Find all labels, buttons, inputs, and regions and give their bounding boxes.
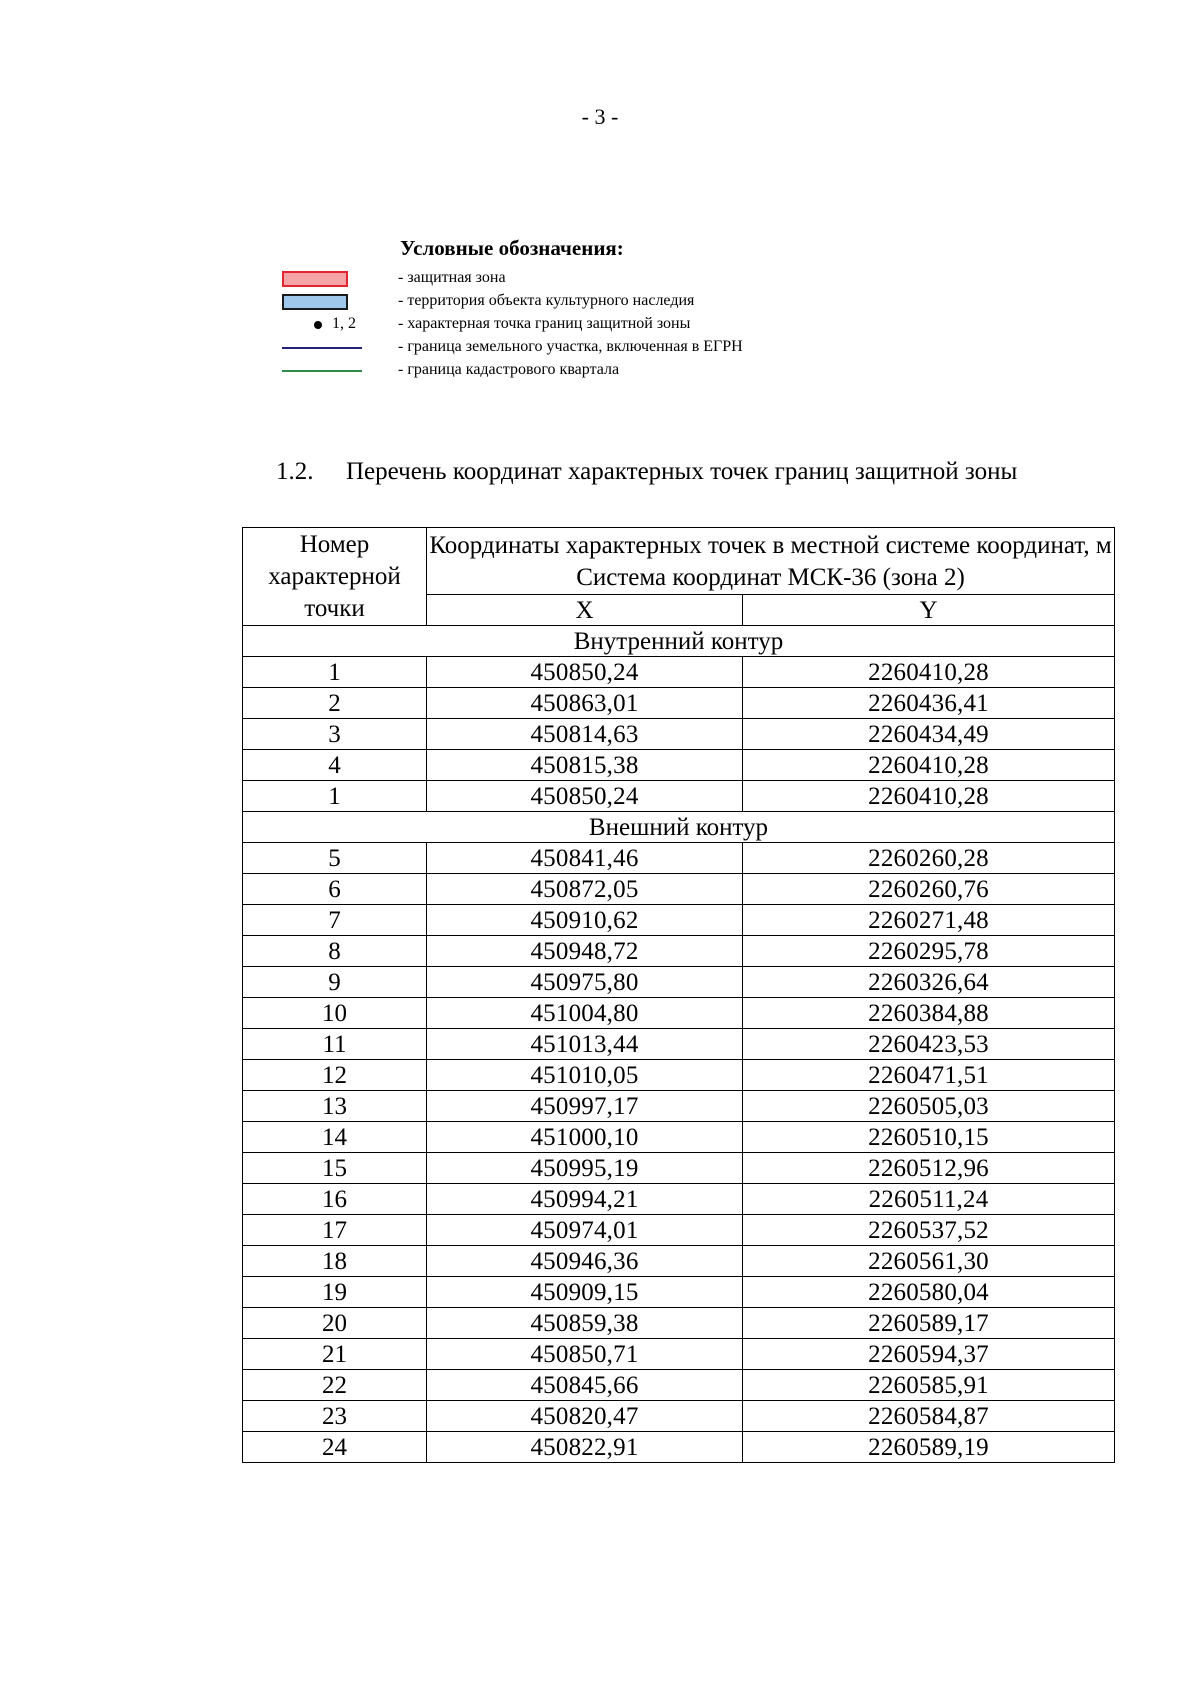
coordinates-table — [242, 527, 1115, 1463]
legend-item-label: - защитная зона — [398, 269, 506, 286]
navy-line-icon — [278, 337, 368, 359]
point-number-cell: 7 — [243, 905, 427, 936]
y-coordinate-cell: 2260537,52 — [743, 1215, 1115, 1246]
x-coordinate-cell: 450910,62 — [427, 905, 743, 936]
section-number: 1.2. — [276, 458, 314, 485]
contour-group-label: Внешний контур — [243, 812, 1115, 843]
x-coordinate-cell: 450995,19 — [427, 1153, 743, 1184]
red-zone-swatch-icon — [278, 268, 368, 290]
header-coordinates-title: Координаты характерных точек в местной системе координат, м — [429, 532, 1112, 559]
legend-item-protective-zone — [278, 268, 898, 290]
y-coordinate-cell: 2260384,88 — [743, 998, 1115, 1029]
point-number-cell: 15 — [243, 1153, 427, 1184]
x-coordinate-cell: 451000,10 — [427, 1122, 743, 1153]
table-row — [243, 905, 1115, 936]
point-number-cell: 8 — [243, 936, 427, 967]
header-point-number: Номер характерной точки — [243, 528, 427, 626]
x-coordinate-cell: 450822,91 — [427, 1432, 743, 1463]
table-row — [243, 1246, 1115, 1277]
legend-title: Условные обозначения: — [400, 236, 624, 260]
x-coordinate-cell: 450859,38 — [427, 1308, 743, 1339]
table-row — [243, 781, 1115, 812]
header-coordinate-system: Система координат МСК-36 (зона 2) — [576, 564, 965, 591]
x-coordinate-cell: 450850,24 — [427, 657, 743, 688]
y-coordinate-cell: 2260434,49 — [743, 719, 1115, 750]
y-coordinate-cell: 2260585,91 — [743, 1370, 1115, 1401]
point-number-cell: 16 — [243, 1184, 427, 1215]
point-number-cell: 23 — [243, 1401, 427, 1432]
table-row — [243, 688, 1115, 719]
y-coordinate-cell: 2260295,78 — [743, 936, 1115, 967]
point-marker-icon — [278, 314, 368, 336]
x-coordinate-cell: 450845,66 — [427, 1370, 743, 1401]
table-row — [243, 1401, 1115, 1432]
table-group-row — [243, 812, 1115, 843]
table-row — [243, 1091, 1115, 1122]
y-coordinate-cell: 2260589,17 — [743, 1308, 1115, 1339]
x-coordinate-cell: 450975,80 — [427, 967, 743, 998]
x-coordinate-cell: 450948,72 — [427, 936, 743, 967]
x-coordinate-cell: 450974,01 — [427, 1215, 743, 1246]
x-coordinate-cell: 450850,24 — [427, 781, 743, 812]
point-number-cell: 9 — [243, 967, 427, 998]
table-row — [243, 1184, 1115, 1215]
point-number-cell: 4 — [243, 750, 427, 781]
y-coordinate-cell: 2260260,28 — [743, 843, 1115, 874]
x-coordinate-cell: 450850,71 — [427, 1339, 743, 1370]
x-coordinate-cell: 450997,17 — [427, 1091, 743, 1122]
x-coordinate-cell: 450863,01 — [427, 688, 743, 719]
x-coordinate-cell: 450909,15 — [427, 1277, 743, 1308]
y-coordinate-cell: 2260589,19 — [743, 1432, 1115, 1463]
table-row — [243, 657, 1115, 688]
point-marker-label: 1, 2 — [332, 315, 356, 332]
contour-group-label: Внутренний контур — [243, 626, 1115, 657]
table-row — [243, 1308, 1115, 1339]
x-coordinate-cell: 450946,36 — [427, 1246, 743, 1277]
point-number-cell: 5 — [243, 843, 427, 874]
table-row — [243, 719, 1115, 750]
blue-territory-swatch-icon — [278, 291, 368, 313]
legend-item-cadastral-boundary — [278, 360, 898, 382]
section-heading — [276, 458, 1017, 486]
y-coordinate-cell: 2260580,04 — [743, 1277, 1115, 1308]
x-coordinate-cell: 451010,05 — [427, 1060, 743, 1091]
table-row — [243, 750, 1115, 781]
point-number-cell: 19 — [243, 1277, 427, 1308]
y-coordinate-cell: 2260271,48 — [743, 905, 1115, 936]
point-number-cell: 24 — [243, 1432, 427, 1463]
y-coordinate-cell: 2260260,76 — [743, 874, 1115, 905]
y-coordinate-cell: 2260512,96 — [743, 1153, 1115, 1184]
x-coordinate-cell: 450815,38 — [427, 750, 743, 781]
y-coordinate-cell: 2260326,64 — [743, 967, 1115, 998]
y-coordinate-cell: 2260505,03 — [743, 1091, 1115, 1122]
header-y: Y — [743, 595, 1115, 626]
table-row — [243, 967, 1115, 998]
page-number: - 3 - — [581, 104, 619, 129]
table-row — [243, 1060, 1115, 1091]
y-coordinate-cell: 2260410,28 — [743, 657, 1115, 688]
y-coordinate-cell: 2260510,15 — [743, 1122, 1115, 1153]
green-line-icon — [278, 360, 368, 382]
point-number-cell: 13 — [243, 1091, 427, 1122]
table-row — [243, 1153, 1115, 1184]
point-number-cell: 20 — [243, 1308, 427, 1339]
table-row — [243, 1215, 1115, 1246]
y-coordinate-cell: 2260410,28 — [743, 750, 1115, 781]
x-coordinate-cell: 450872,05 — [427, 874, 743, 905]
point-number-cell: 10 — [243, 998, 427, 1029]
table-row — [243, 1122, 1115, 1153]
table-row — [243, 874, 1115, 905]
point-number-cell: 18 — [243, 1246, 427, 1277]
table-row — [243, 1277, 1115, 1308]
y-coordinate-cell: 2260423,53 — [743, 1029, 1115, 1060]
point-number-cell: 1 — [243, 657, 427, 688]
x-coordinate-cell: 450994,21 — [427, 1184, 743, 1215]
legend-item-heritage-territory — [278, 291, 898, 313]
table-row — [243, 1339, 1115, 1370]
y-coordinate-cell: 2260561,30 — [743, 1246, 1115, 1277]
table-row — [243, 998, 1115, 1029]
y-coordinate-cell: 2260511,24 — [743, 1184, 1115, 1215]
x-coordinate-cell: 451013,44 — [427, 1029, 743, 1060]
y-coordinate-cell: 2260471,51 — [743, 1060, 1115, 1091]
table-header-row — [243, 528, 1115, 595]
table-row — [243, 936, 1115, 967]
point-number-cell: 22 — [243, 1370, 427, 1401]
legend-item-land-plot-boundary — [278, 337, 898, 359]
y-coordinate-cell: 2260594,37 — [743, 1339, 1115, 1370]
table-row — [243, 1029, 1115, 1060]
table-row — [243, 843, 1115, 874]
legend-item-label: - граница кадастрового квартала — [398, 361, 620, 378]
table-group-row — [243, 626, 1115, 657]
point-number-cell: 14 — [243, 1122, 427, 1153]
x-coordinate-cell: 451004,80 — [427, 998, 743, 1029]
header-coordinates — [427, 528, 1115, 595]
legend-item-characteristic-point — [278, 314, 898, 336]
point-number-cell: 12 — [243, 1060, 427, 1091]
legend-item-label: - характерная точка границ защитной зоны — [398, 315, 691, 332]
point-number-cell: 6 — [243, 874, 427, 905]
table-row — [243, 1370, 1115, 1401]
y-coordinate-cell: 2260410,28 — [743, 781, 1115, 812]
x-coordinate-cell: 450841,46 — [427, 843, 743, 874]
section-title: Перечень координат характерных точек границ защитной зоны — [346, 458, 1018, 485]
coordinates-table-body — [243, 626, 1115, 1463]
x-coordinate-cell: 450820,47 — [427, 1401, 743, 1432]
legend-item-label: - территория объекта культурного наследия — [398, 292, 695, 309]
point-number-cell: 17 — [243, 1215, 427, 1246]
y-coordinate-cell: 2260584,87 — [743, 1401, 1115, 1432]
point-number-cell: 2 — [243, 688, 427, 719]
legend-item-label: - граница земельного участка, включенная в ЕГРН — [398, 338, 743, 355]
point-number-cell: 21 — [243, 1339, 427, 1370]
point-number-cell: 11 — [243, 1029, 427, 1060]
point-number-cell: 1 — [243, 781, 427, 812]
legend — [278, 236, 898, 396]
point-number-cell: 3 — [243, 719, 427, 750]
y-coordinate-cell: 2260436,41 — [743, 688, 1115, 719]
table-row — [243, 1432, 1115, 1463]
x-coordinate-cell: 450814,63 — [427, 719, 743, 750]
header-x: X — [427, 595, 743, 626]
